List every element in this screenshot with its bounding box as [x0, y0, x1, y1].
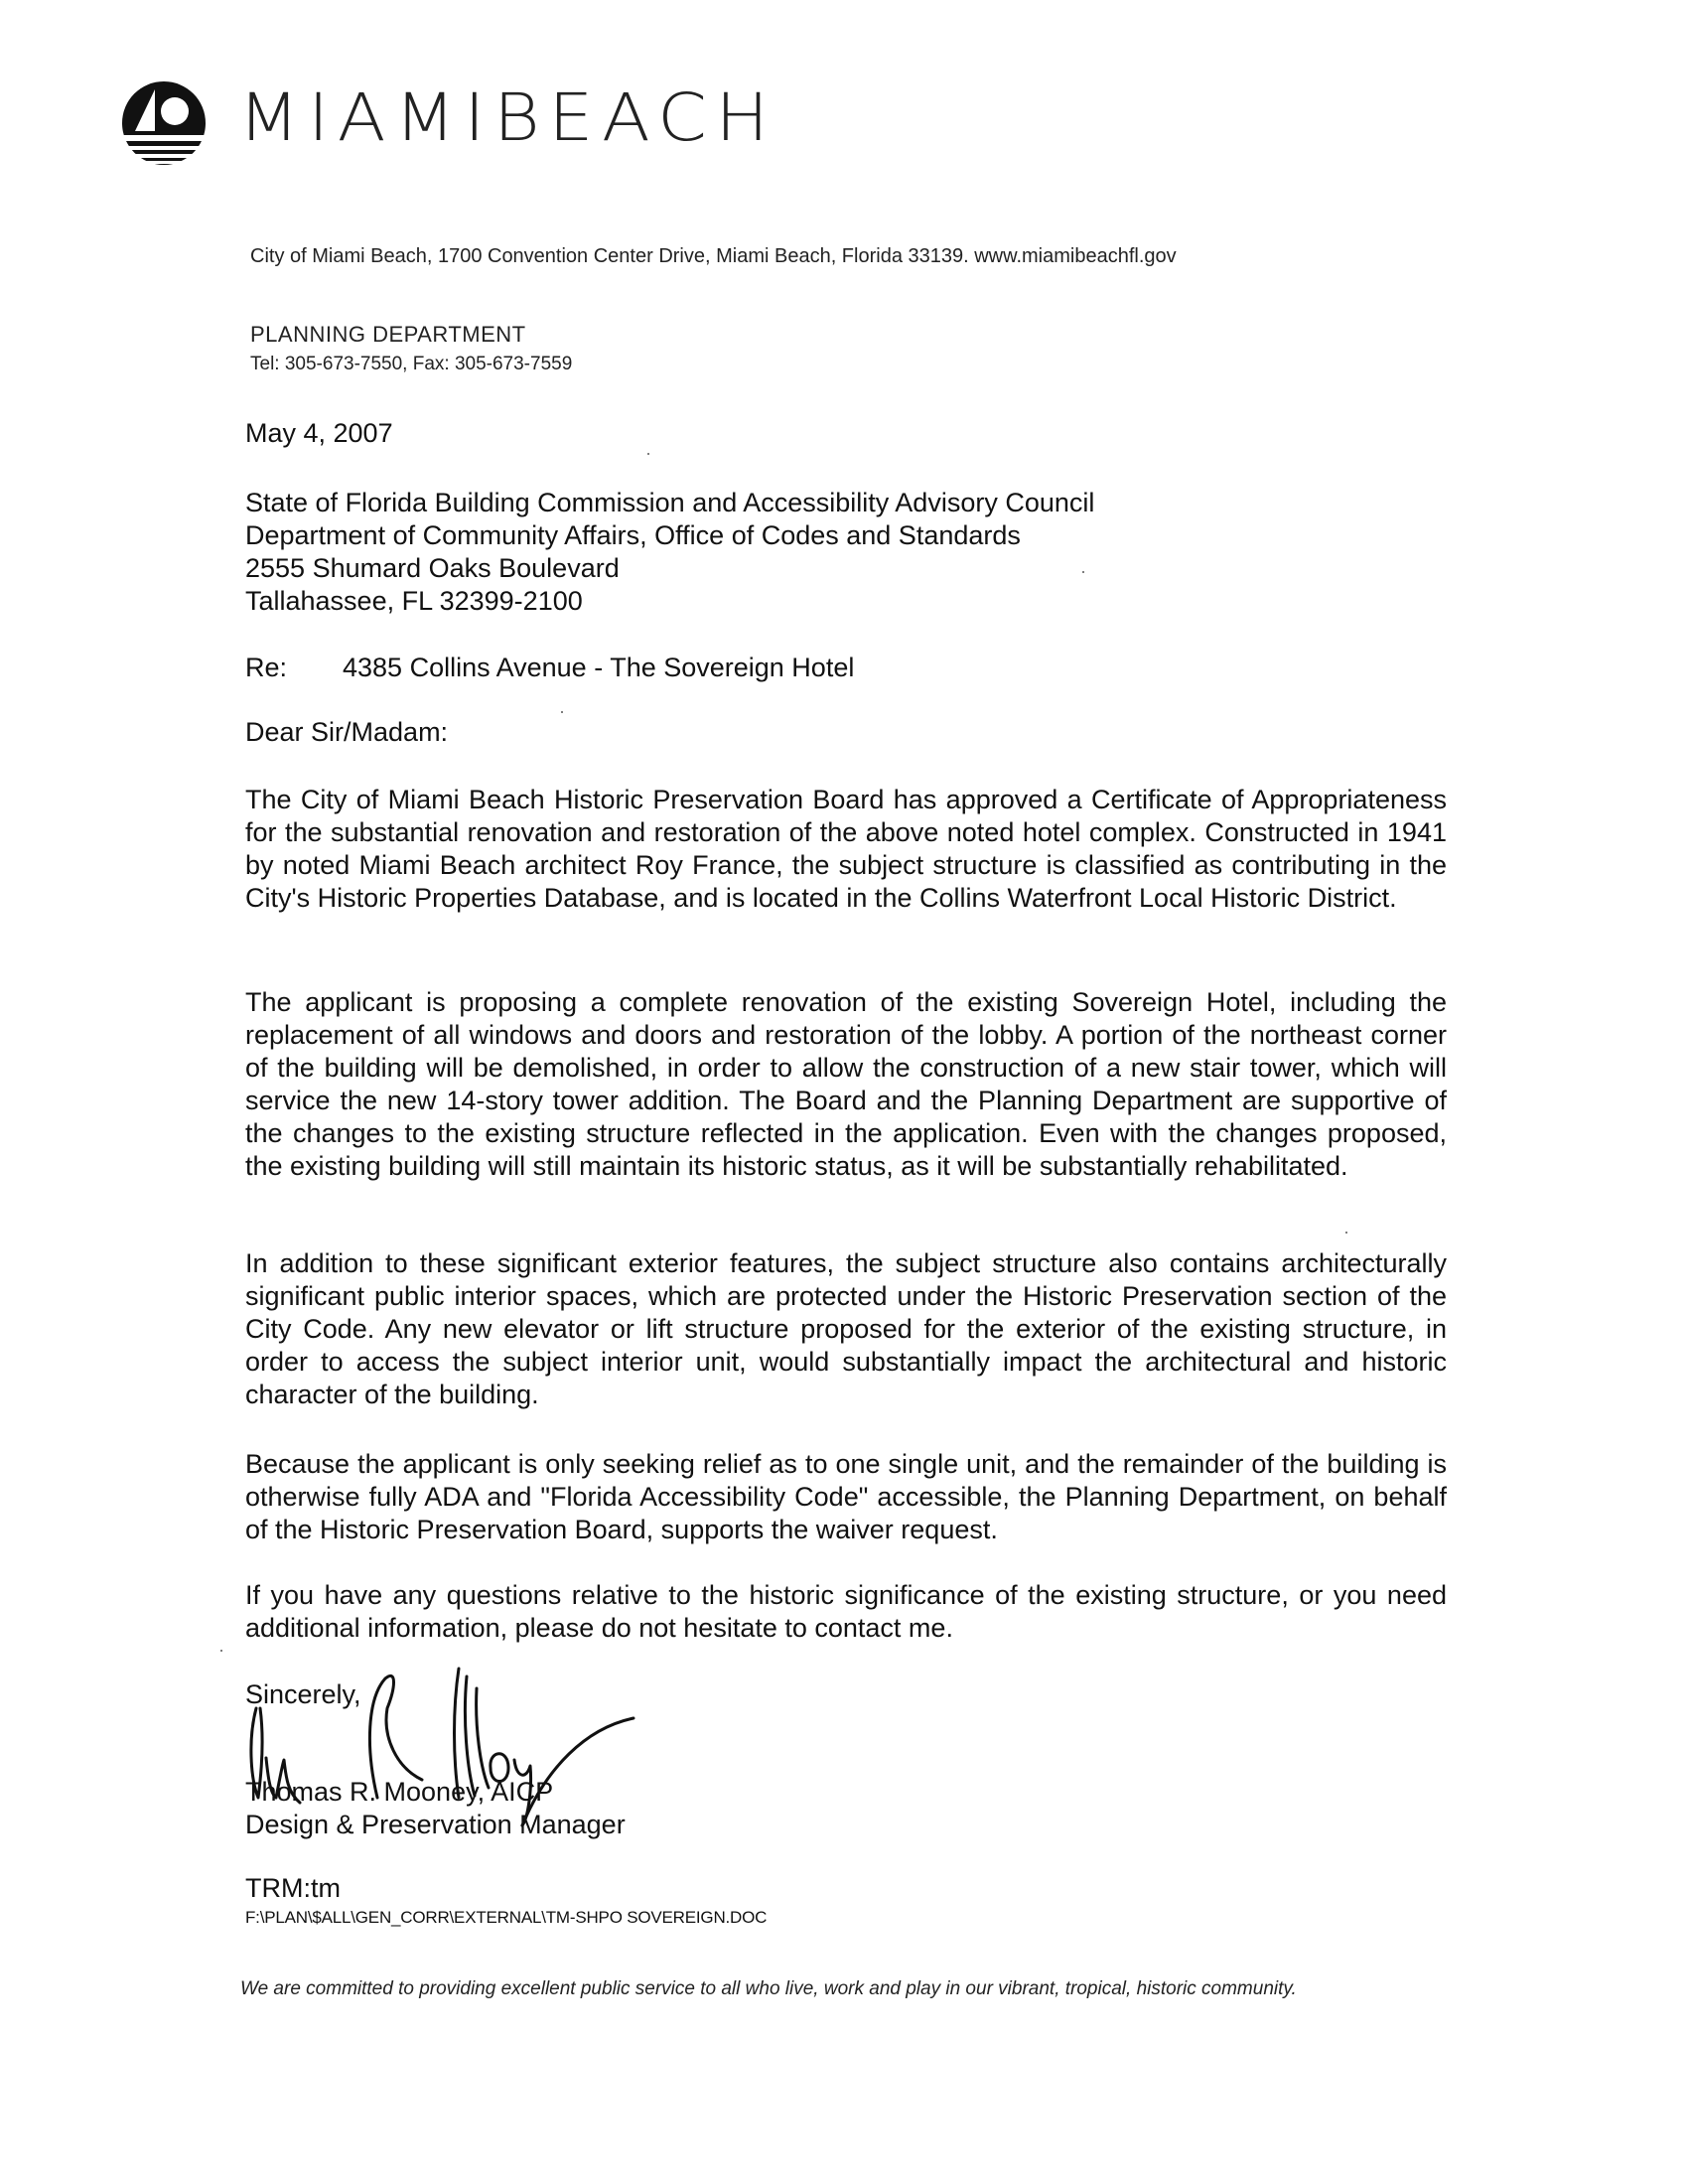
- scan-speck: [561, 711, 563, 713]
- body-paragraph: If you have any questions relative to the historic significance of the existing structure, or you need additional information, please do not hesitate to contact me.: [245, 1580, 1447, 1643]
- salutation: Dear Sir/Madam:: [245, 717, 449, 747]
- scan-speck: [220, 1650, 222, 1652]
- body-paragraph: In addition to these significant exterior features, the subject structure also contains architecturally significant public interior spaces, which are protected under the Historic Preservation section of the City Code. Any new elevator or lift structure proposed for the exterior of the existing structure, in order to access the subject interior unit, would substantially impact the architectural and historic character of the building.: [245, 1248, 1447, 1409]
- signer-title: Design & Preservation Manager: [245, 1810, 626, 1839]
- re-label: Re:: [245, 653, 288, 682]
- scan-speck: [647, 453, 649, 455]
- body-paragraph: The City of Miami Beach Historic Preservation Board has approved a Certificate of Appropriateness for the substantial renovation and restoration of the above noted hotel complex. Constructed in 1941 by noted Miami Beach architect Roy France, the subject structure is classified as contributing in the City's Historic Properties Database, and is located in the Collins Waterfront Local Historic District.: [245, 785, 1447, 913]
- closing: Sincerely,: [245, 1679, 361, 1709]
- document-file-path: F:\PLAN\$ALL\GEN_CORR\EXTERNAL\TM-SHPO SOVEREIGN.DOC: [245, 1908, 768, 1927]
- recipient-line: Tallahassee, FL 32399-2100: [245, 586, 583, 616]
- footer-motto: We are committed to providing excellent public service to all who live, work and play in our vibrant, tropical, historic community.: [240, 1978, 1297, 1999]
- miami-beach-logo-icon: [119, 79, 209, 171]
- recipient-line: Department of Community Affairs, Office of Codes and Standards: [245, 520, 1021, 550]
- letter-date: May 4, 2007: [245, 418, 393, 448]
- city-address-line: City of Miami Beach, 1700 Convention Center Drive, Miami Beach, Florida 33139. www.miamibeachfl.gov: [250, 245, 1177, 267]
- department-phone-fax: Tel: 305-673-7550, Fax: 305-673-7559: [250, 354, 573, 374]
- typist-initials: TRM:tm: [245, 1873, 341, 1903]
- recipient-address-block: [245, 487, 1447, 618]
- scan-speck: [1345, 1232, 1347, 1234]
- re-subject: 4385 Collins Avenue - The Sovereign Hotel: [343, 653, 855, 682]
- recipient-line: 2555 Shumard Oaks Boulevard: [245, 553, 620, 583]
- scan-speck: [1082, 571, 1084, 573]
- body-paragraph: The applicant is proposing a complete renovation of the existing Sovereign Hotel, including the replacement of all windows and doors and restoration of the lobby. A portion of the northeast corner of the building will be demolished, in order to allow the construction of a new stair tower, which will service the new 14-story tower addition. The Board and the Planning Department are supportive of the changes to the existing structure reflected in the application. Even with the changes proposed, the existing building will still maintain its historic status, as it will be substantially rehabilitated.: [245, 987, 1447, 1181]
- subject-line: [245, 652, 1447, 684]
- department-name: PLANNING DEPARTMENT: [250, 322, 526, 347]
- signer-name: Thomas R. Mooney, AICP: [245, 1777, 554, 1807]
- recipient-line: State of Florida Building Commission and Accessibility Advisory Council: [245, 488, 1095, 517]
- body-paragraph: Because the applicant is only seeking relief as to one single unit, and the remainder of the building is otherwise fully ADA and "Florida Accessibility Code" accessible, the Planning Department, on behalf of the Historic Preservation Board, supports the waiver request.: [245, 1449, 1447, 1544]
- miami-beach-wordmark: MIAMIBEACH: [238, 79, 777, 156]
